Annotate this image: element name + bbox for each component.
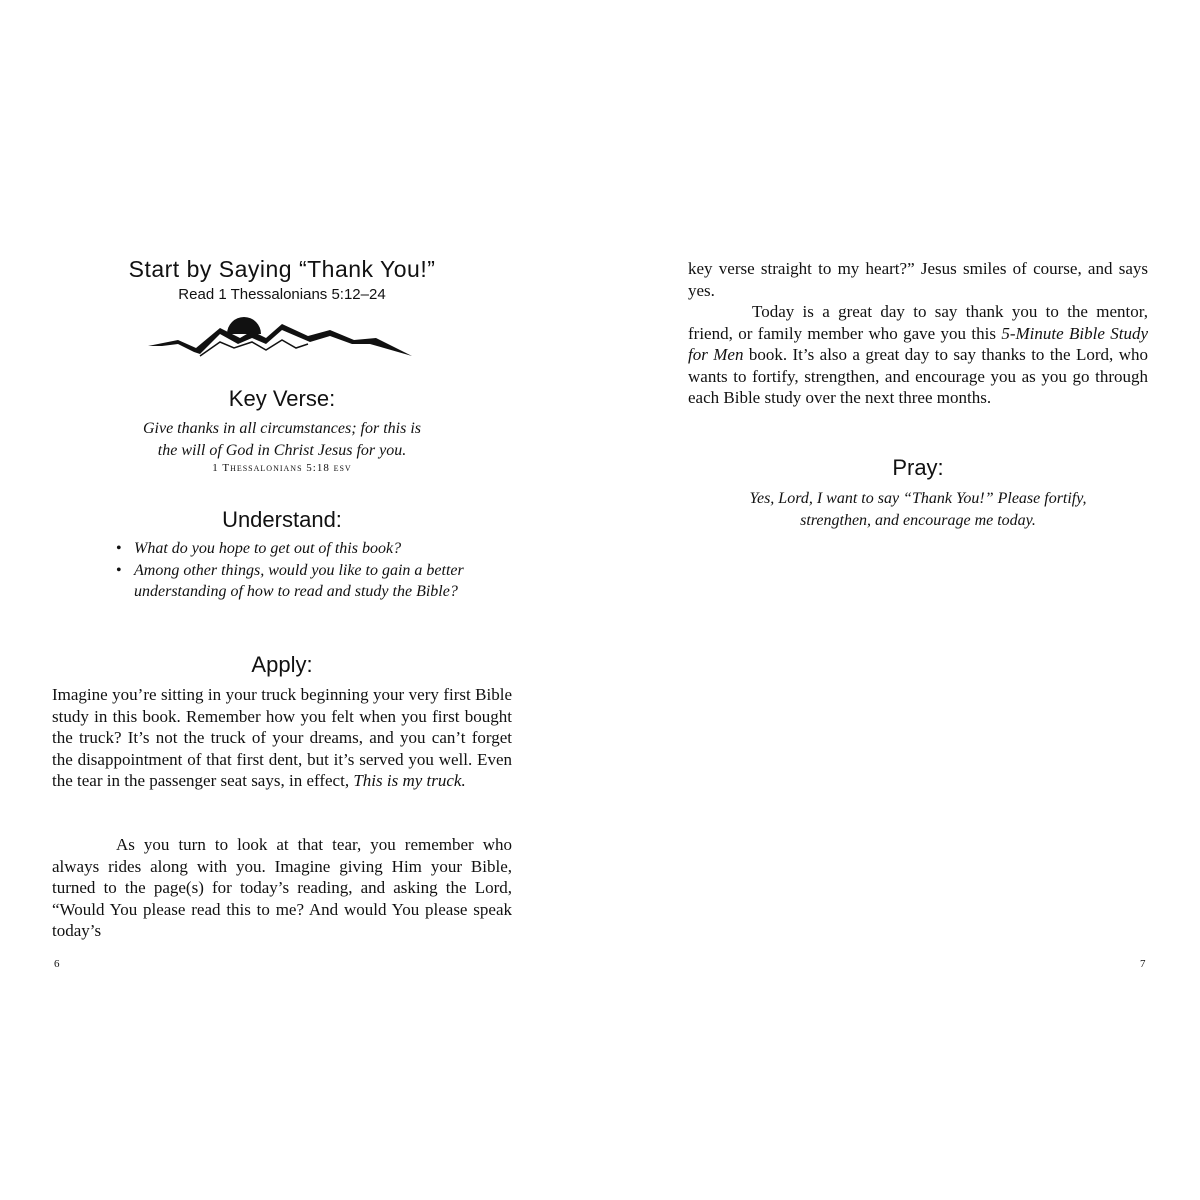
devotion-title: Start by Saying “Thank You!” — [128, 256, 436, 282]
page-number: 6 — [54, 958, 60, 970]
key-verse-text — [52, 418, 512, 462]
prayer-line: strengthen, and encourage me today. — [800, 512, 1036, 529]
list-item: • Among other things, would you like to gain a better understanding of how to read and study the Bible? — [112, 560, 472, 603]
key-verse-line: Give thanks in all circumstances; for this is — [142, 420, 422, 437]
pray-heading: Pray: — [892, 455, 944, 480]
key-verse-reference: 1 Thessalonians 5:18 esv — [212, 462, 352, 474]
apply-paragraph: As you turn to look at that tear, you remember who always rides along with you. Imagine giving Him your Bible, turned to the page(s) for today’s reading, and asking the Lord, “Would You please read this to me? And would You please speak today’s — [52, 835, 512, 940]
key-verse-line: the will of God in Christ Jesus for you. — [157, 442, 407, 459]
apply-paragraph — [52, 684, 512, 792]
body-paragraph — [688, 301, 1148, 409]
apply-italic-text: This is my truck. — [353, 771, 466, 790]
apply-heading: Apply: — [251, 652, 313, 677]
list-item: • What do you hope to get out of this book? — [112, 538, 472, 560]
prayer-line: Yes, Lord, I want to say “Thank You!” Please fortify, — [749, 490, 1087, 507]
understand-heading: Understand: — [222, 507, 342, 532]
page-number: 7 — [1140, 958, 1146, 970]
mountains-sun-icon — [148, 316, 412, 362]
continued-paragraph: key verse straight to my heart?” Jesus smiles of course, and says yes. — [688, 259, 1148, 300]
book-title-italic: 5-Minute Bible Study for Men — [688, 323, 1148, 364]
reading-reference: Read 1 Thessalonians 5:12–24 — [178, 286, 386, 303]
key-verse-heading: Key Verse: — [228, 386, 336, 411]
body-text: Today is a great day to say thank you to the mentor, friend, or family member who gave you this — [688, 302, 1148, 343]
apply-text: Imagine you’re sitting in your truck beginning your very first Bible study in this book. Remember how you felt when you first bought the truck? It’s not the truck of your dreams, and you can’t forget the disappointment of that first dent, but it’s served you well. Even the tear in the passenger seat says, in effect, — [52, 685, 512, 790]
body-text: book. It’s also a great day to say thanks to the Lord, who wants to fortify, strengthen, and encourage you as you go through each Bible study over the next three months. — [688, 345, 1148, 407]
prayer-text — [688, 488, 1148, 532]
understand-list — [112, 538, 472, 603]
